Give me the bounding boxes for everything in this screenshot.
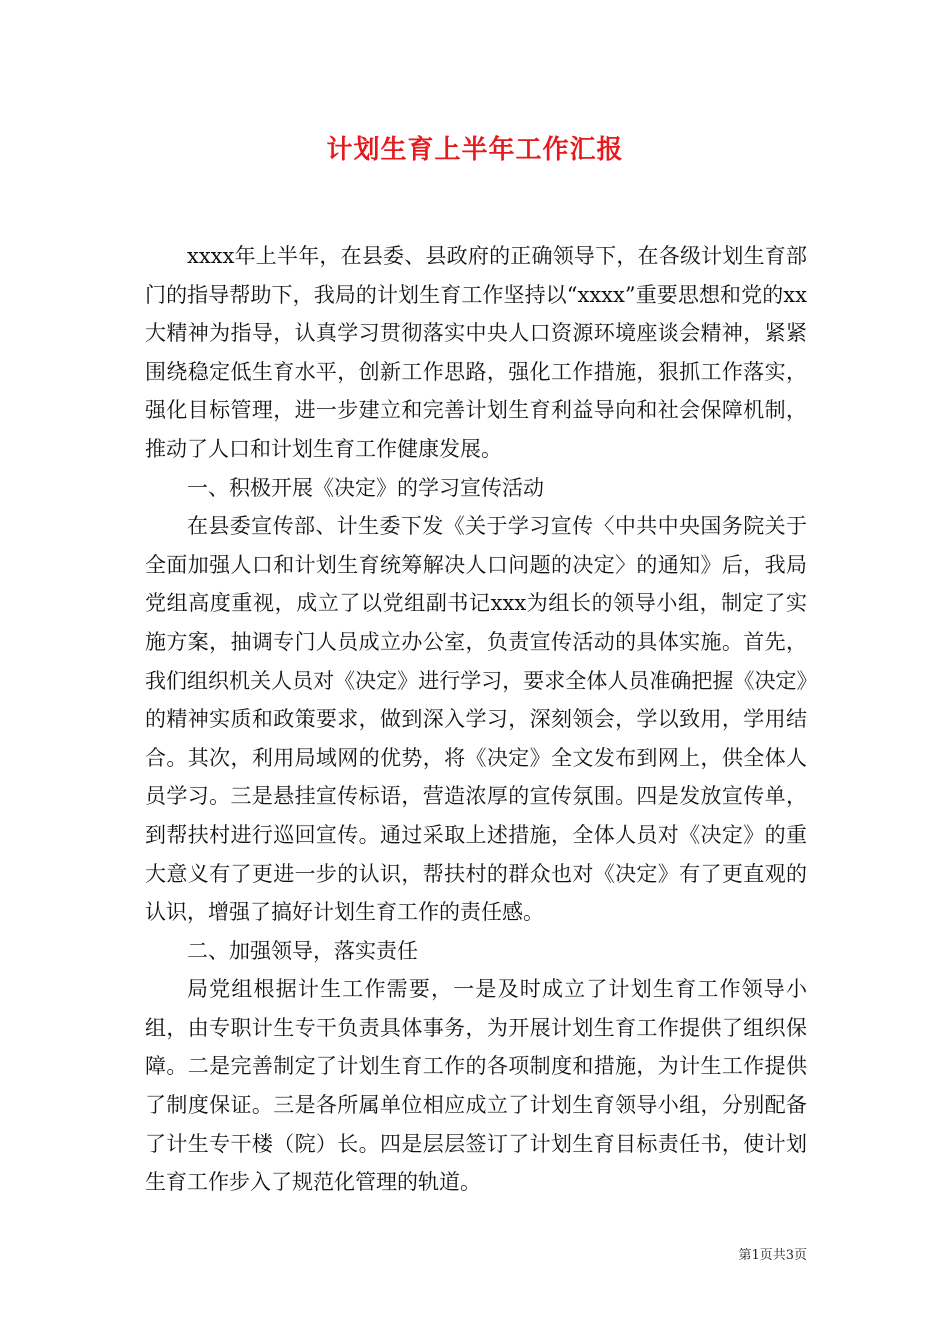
section-1-paragraph: 在县委宣传部、计生委下发《关于学习宣传〈中共中央国务院关于全面加强人口和计划生育统筹解决人口问题的决定〉的通知》后，我局党组高度重视，成立了以党组副书记xxx为组长的领导小组，制定了实施方案，抽调专门人员成立办公室，负责宣传活动的具体实施。首先，我们组织机关人员对《决定》进行学习，要求全体人员准确把握《决定》的精神实质和政策要求，做到深入学习，深刻领会，学以致用，学用结合。其次，利用局域网的优势，将《决定》全文发布到网上，供全体人员学习。三是悬挂宣传标语，营造浓厚的宣传氛围。四是发放宣传单，到帮扶村进行巡回宣传。通过采取上述措施，全体人员对《决定》的重大意义有了更进一步的认识，帮扶村的群众也对《决定》有了更直观的认识，增强了搞好计划生育工作的责任感。 (145, 514, 807, 925)
document-body (145, 237, 807, 1202)
section-2-paragraph: 局党组根据计生工作需要，一是及时成立了计划生育工作领导小组，由专职计生专干负责具体事务，为开展计划生育工作提供了组织保障。二是完善制定了计划生育工作的各项制度和措施，为计生工作提供了制度保证。三是各所属单位相应成立了计划生育领导小组，分别配备了计生专干楼（院）长。四是层层签订了计划生育目标责任书，使计划生育工作步入了规范化管理的轨道。 (145, 977, 807, 1195)
section-heading-2: 二、加强领导，落实责任 (187, 938, 418, 963)
page-number: 第1页共3页 (738, 1248, 807, 1263)
section-heading-1: 一、积极开展《决定》的学习宣传活动 (187, 475, 544, 500)
document-title: 计划生育上半年工作汇报 (326, 135, 624, 165)
intro-paragraph: xxxx年上半年，在县委、县政府的正确领导下，在各级计划生育部门的指导帮助下，我局的计划生育工作坚持以“xxxx”重要思想和党的xx大精神为指导，认真学习贯彻落实中央人口资源环境座谈会精神，紧紧围绕稳定低生育水平，创新工作思路，强化工作措施，狠抓工作落实，强化目标管理，进一步建立和完善计划生育利益导向和社会保障机制，推动了人口和计划生育工作健康发展。 (145, 244, 807, 461)
